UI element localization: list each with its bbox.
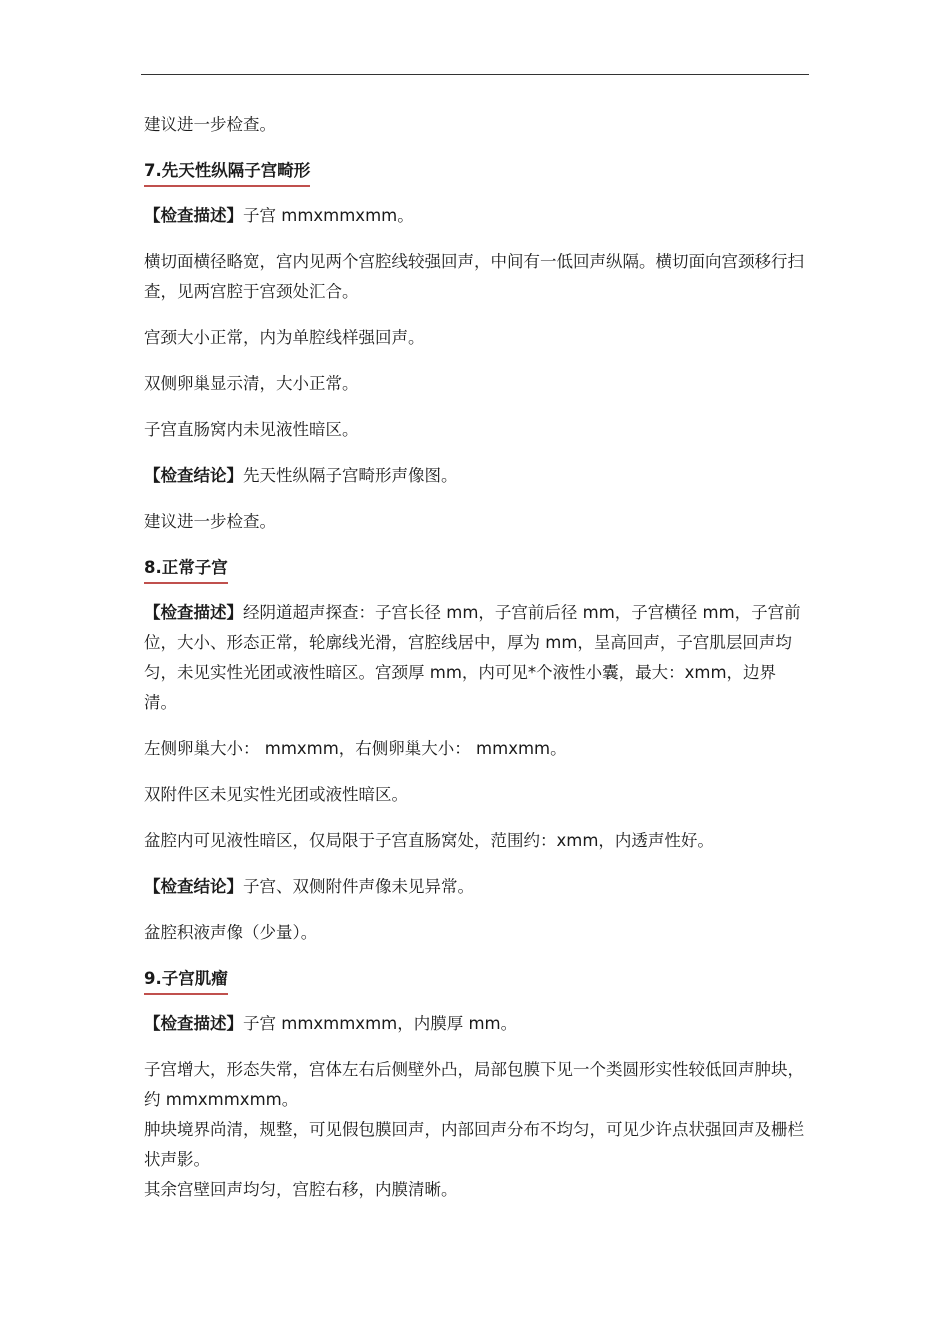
description-tag: 【检查描述】	[144, 1014, 243, 1033]
paragraph: 双附件区未见实性光团或液性暗区。	[144, 785, 408, 804]
description-text: 子宫 mmxmmxmm。	[243, 206, 414, 225]
description-text: 经阴道超声探查：子宫长径 mm，子宫前后径 mm，子宫横径 mm，子宫前位，大小、形态正常，轮廓线光滑，宫腔线居中，厚为 mm，呈高回声，子宫肌层回声均匀，未见实性光团或液性暗区。宫颈厚 mm，内可见*个液性小囊，最大：xmm，边界清。	[144, 603, 801, 712]
paragraph: 左侧卵巢大小： mmxmm，右侧卵巢大小： mmxmm。	[144, 739, 567, 758]
conclusion-text: 子宫、双侧附件声像未见异常。	[243, 877, 474, 896]
description-text: 子宫 mmxmmxmm，内膜厚 mm。	[243, 1014, 518, 1033]
section-heading-9: 9.子宫肌瘤	[144, 966, 228, 995]
paragraph: 肿块境界尚清，规整，可见假包膜回声，内部回声分布不均匀，可见少许点状强回声及栅栏状声影。	[144, 1120, 804, 1169]
conclusion-text: 先天性纵隔子宫畸形声像图。	[243, 466, 458, 485]
description-tag: 【检查描述】	[144, 206, 243, 225]
paragraph: 宫颈大小正常，内为单腔线样强回声。	[144, 328, 425, 347]
header-rule	[141, 74, 809, 75]
exam-description	[144, 1009, 804, 1039]
paragraph: 横切面横径略宽，宫内见两个宫腔线较强回声，中间有一低回声纵隔。横切面向宫颈移行扫查，见两宫腔于宫颈处汇合。	[144, 252, 804, 301]
paragraph: 盆腔内可见液性暗区，仅局限于子宫直肠窝处，范围约：xmm，内透声性好。	[144, 831, 714, 850]
section-heading-8: 8.正常子宫	[144, 555, 228, 584]
exam-description	[144, 598, 804, 718]
paragraph: 子宫增大，形态失常，宫体左右后侧壁外凸，局部包膜下见一个类圆形实性较低回声肿块，约 mmxmmxmm。	[144, 1060, 804, 1109]
description-tag: 【检查描述】	[144, 603, 243, 622]
paragraph: 双侧卵巢显示清，大小正常。	[144, 374, 359, 393]
paragraph: 子宫直肠窝内未见液性暗区。	[144, 420, 359, 439]
paragraph: 建议进一步检查。	[144, 512, 276, 531]
paragraph: 建议进一步检查。	[144, 115, 276, 134]
paragraph: 盆腔积液声像（少量）。	[144, 923, 318, 942]
exam-conclusion	[144, 872, 804, 902]
conclusion-tag: 【检查结论】	[144, 877, 243, 896]
conclusion-tag: 【检查结论】	[144, 466, 243, 485]
section-heading-7: 7.先天性纵隔子宫畸形	[144, 158, 310, 187]
document-body	[144, 110, 804, 1205]
paragraph: 其余宫壁回声均匀，宫腔右移，内膜清晰。	[144, 1180, 458, 1199]
exam-conclusion	[144, 461, 804, 491]
exam-description	[144, 201, 804, 231]
